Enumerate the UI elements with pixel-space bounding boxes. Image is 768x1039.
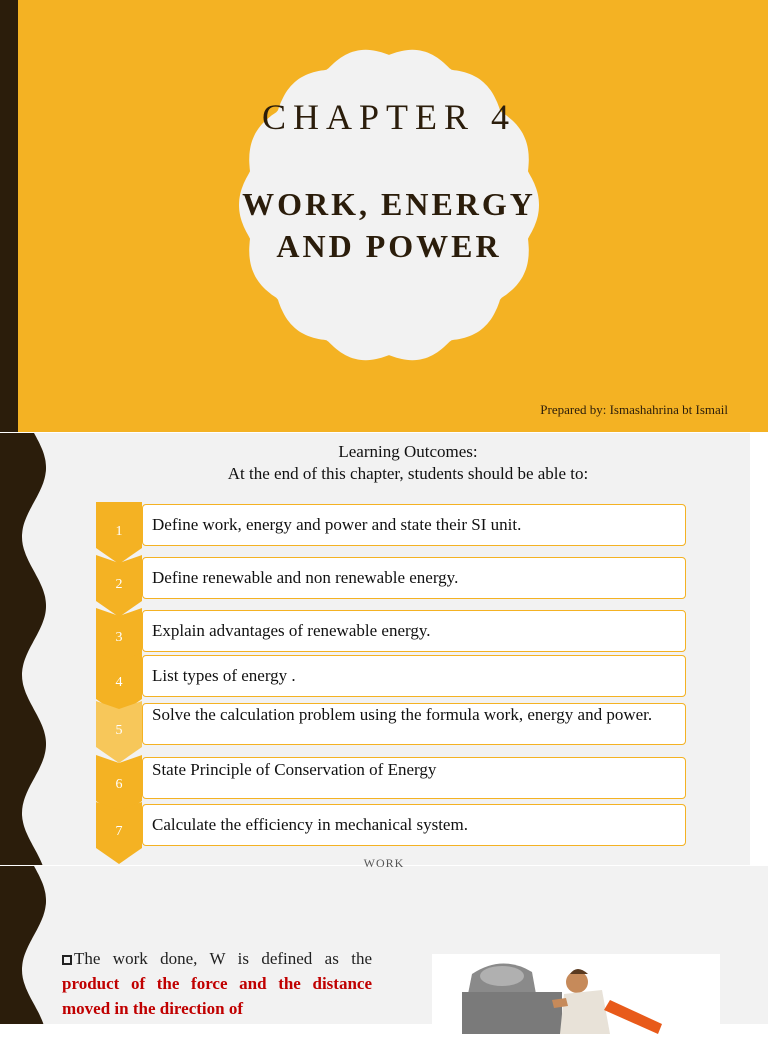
outcome-number: 4 (115, 675, 123, 690)
outcome-text: Solve the calculation problem using the formula work, energy and power. (152, 705, 653, 724)
outcome-number: 7 (115, 824, 123, 839)
chapter-number: CHAPTER 4 (261, 97, 517, 137)
outcome-item (96, 804, 688, 848)
outcome-text: Define renewable and non renewable energy. (152, 568, 459, 587)
outcome-text: Calculate the efficiency in mechanical system. (152, 815, 468, 834)
title-slide (0, 0, 768, 432)
heading-subtitle: At the end of this chapter, students should be able to: (227, 464, 589, 483)
checkbox-bullet-icon (62, 955, 72, 965)
learning-outcomes-slide (0, 433, 768, 865)
outcome-item (96, 610, 688, 654)
right-white-strip (750, 433, 768, 865)
prepared-by: Prepared by: Ismashahrina bt Ismail (540, 402, 728, 417)
definition-highlight: product of the force and the distance moved in the direction of (62, 974, 372, 1018)
chapter-title-line2: AND POWER (276, 228, 502, 264)
outcome-item (96, 557, 688, 601)
learning-outcomes-heading (60, 441, 756, 485)
heading-title: Learning Outcomes: (338, 442, 478, 461)
outcome-text: Define work, energy and power and state their SI unit. (152, 515, 522, 534)
outcome-text: List types of energy . (152, 666, 296, 685)
outcome-text: State Principle of Conservation of Energy (152, 760, 437, 779)
outcome-number: 5 (115, 723, 123, 738)
outcome-number: 2 (115, 577, 123, 592)
work-slide (0, 856, 768, 1024)
outcome-item (96, 655, 688, 699)
chapter-title-line1: WORK, ENERGY (242, 186, 536, 222)
definition-text: The work done, W is defined as the (74, 949, 372, 968)
section-label: WORK (363, 856, 405, 870)
outcome-item (96, 757, 688, 801)
wavy-left-border (0, 866, 60, 1024)
left-dark-strip (0, 0, 18, 432)
outcome-number: 1 (115, 524, 123, 539)
outcome-number: 3 (115, 630, 123, 645)
outcome-number: 6 (115, 777, 123, 792)
work-definition (62, 946, 372, 1021)
work-illustration (432, 954, 720, 1034)
person-pushing-weight-image (432, 954, 720, 1034)
outcome-item (96, 504, 688, 548)
wavy-left-border (0, 433, 60, 865)
outcome-text: Explain advantages of renewable energy. (152, 621, 431, 640)
outcome-item (96, 703, 688, 747)
chapter-title (234, 183, 544, 267)
